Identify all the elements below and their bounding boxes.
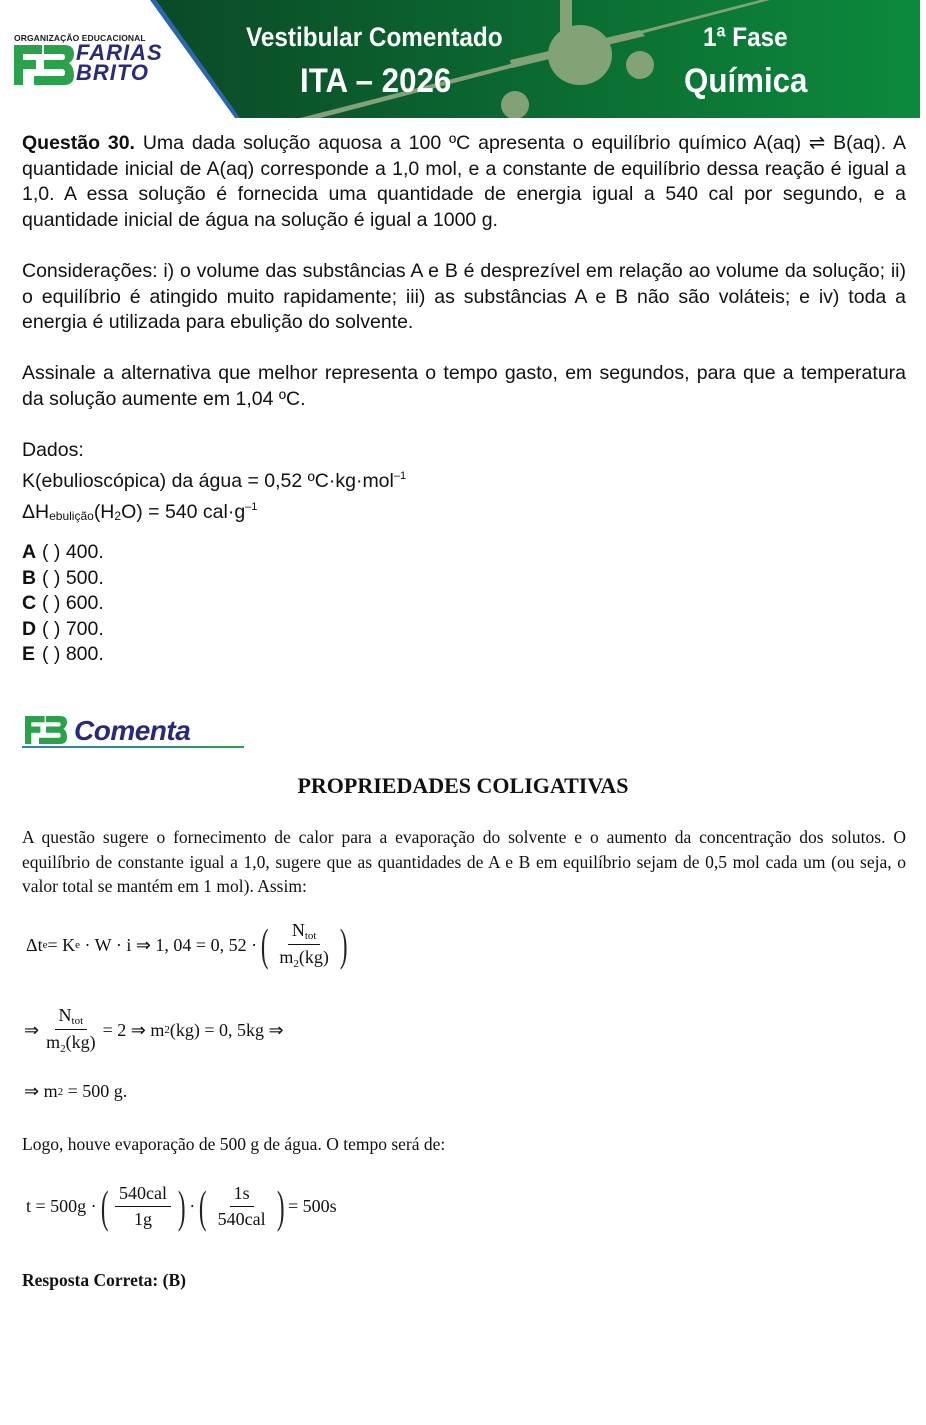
n-symbol: N — [58, 1005, 72, 1025]
fraction-ntot-m2 — [42, 1005, 100, 1055]
n-symbol: N — [291, 920, 305, 940]
n-subscript: tot — [304, 930, 317, 942]
option-b[interactable] — [22, 566, 104, 592]
data-line-k — [22, 463, 406, 494]
m-symbol: m — [46, 1032, 61, 1052]
brand-line1: FARIAS — [76, 40, 163, 65]
right-paren: ) — [177, 1180, 186, 1232]
eq1-sub-e: e — [42, 939, 48, 951]
left-paren: ( — [199, 1180, 207, 1232]
m-unit: (kg) — [298, 947, 329, 967]
correct-answer: Resposta Correta: (B) — [22, 1270, 186, 1290]
header-subject: Química — [684, 62, 808, 100]
fraction-denominator: 1g — [133, 1209, 152, 1229]
option-letter: B — [22, 566, 37, 589]
fraction-numerator: 540cal — [115, 1183, 171, 1207]
fraction-numerator: 1s — [230, 1183, 254, 1207]
eq1-delta-t: Δt — [26, 934, 43, 955]
data-dh-text2: O) = 540 cal·g — [121, 501, 246, 523]
comment-intro: A questão sugere o fornecimento de calor para a evaporação do solvente e o aumento da concentração dos solutos. O equilíbrio de constante igual a 1,0, sugere que as quantidades de A e B em equilíbrio sejam de 0,5 mol cada um (ou seja, o valor total se mantém em 1 mol). Assim: — [22, 827, 906, 896]
option-c[interactable] — [22, 591, 104, 617]
fraction-numerator — [55, 1005, 88, 1030]
header-phase: 1ª Fase — [703, 22, 788, 52]
fraction-denominator: 540cal — [217, 1209, 266, 1229]
n-subscript: tot — [71, 1015, 84, 1027]
m-subscript: 2 — [60, 1043, 66, 1055]
implies-icon: ⇒ — [24, 1019, 40, 1040]
brand-name — [76, 40, 163, 85]
eq1-rest: · W · i ⇒ 1, 04 = 0, 52 · — [80, 934, 258, 955]
section-title: PROPRIEDADES COLIGATIVAS — [297, 773, 629, 798]
option-text: ( ) 700. — [42, 617, 104, 640]
org-label: ORGANIZAÇÃO EDUCACIONAL — [14, 33, 146, 43]
answer-options — [22, 540, 104, 668]
question-label: Questão 30. — [22, 132, 135, 154]
eq3-subscript: 2 — [57, 1085, 64, 1098]
right-paren: ) — [339, 919, 348, 970]
eq2-subscript: 2 — [164, 1024, 170, 1036]
option-text: ( ) 800. — [42, 643, 104, 665]
fraction-540cal-1g — [115, 1183, 171, 1230]
data-k-exponent: –1 — [393, 470, 407, 482]
equation-1 — [26, 920, 351, 970]
fraction-denominator — [42, 1030, 100, 1055]
data-dh-subscript: ebulição — [49, 509, 94, 523]
option-letter: C — [22, 592, 37, 614]
evaporation-text: Logo, houve evaporação de 500 g de água. O tempo será de: — [22, 1134, 446, 1154]
data-k-text: K(ebulioscópica) da água = 0,52 ºC·kg·mol — [22, 470, 394, 492]
eq2-rest2: (kg) = 0, 5kg ⇒ — [169, 1019, 284, 1040]
left-paren: ( — [260, 919, 269, 970]
question-statement — [22, 131, 906, 233]
header-title: Vestibular Comentado — [246, 22, 503, 52]
option-letter: E — [22, 643, 36, 665]
data-dh-symbol: ΔH — [22, 501, 50, 523]
eq1-ke: = K — [47, 934, 76, 955]
option-e[interactable] — [22, 642, 104, 668]
fraction-denominator — [275, 945, 333, 970]
question-text: Uma dada solução aquosa a 100 ºC apresenta o equilíbrio químico A(aq) ⇌ B(aq). A quantidade inicial de A(aq) corresponde a 1,0 mol, e a constante de equilíbrio dessa reação é igual a 1,0. A essa solução é fornecida uma quantidade de energia igual a 540 cal por segundo, e a quantidade inicial de água na solução é igual a 1000 g. — [22, 132, 906, 231]
fb-logo-icon — [14, 45, 74, 85]
question-prompt: Assinale a alternativa que melhor representa o tempo gasto, em segundos, para que a temperatura da solução aumente em 1,04 ºC. — [22, 362, 906, 410]
fb-comenta-logo-icon — [22, 716, 70, 744]
option-d[interactable] — [22, 617, 104, 643]
equation-4 — [26, 1180, 337, 1232]
fraction-1s-540cal — [214, 1183, 270, 1230]
equation-3 — [24, 1081, 127, 1102]
multiply-dot: · — [189, 1196, 196, 1216]
brand-line2: BRITO — [76, 60, 150, 85]
fraction-numerator — [288, 920, 321, 945]
option-text: ( ) 400. — [42, 541, 104, 563]
option-a[interactable] — [22, 540, 104, 566]
m-symbol: m — [279, 947, 294, 967]
data-line-dh — [22, 494, 406, 529]
eq2-rest: = 2 ⇒ m — [102, 1019, 165, 1040]
option-text: ( ) 600. — [42, 592, 104, 614]
data-dh-subscript2: 2 — [114, 509, 122, 523]
left-paren: ( — [100, 1180, 109, 1232]
option-letter: A — [22, 541, 37, 563]
data-dh-text1: (H — [93, 501, 115, 523]
option-text: ( ) 500. — [42, 566, 104, 589]
data-dh-exponent: –1 — [245, 501, 258, 513]
option-letter: D — [22, 617, 37, 640]
m-subscript: 2 — [293, 958, 299, 970]
question-data — [22, 437, 406, 529]
header-exam: ITA – 2026 — [300, 62, 452, 100]
comenta-divider — [22, 746, 244, 748]
eq4-result: = 500s — [287, 1196, 337, 1216]
m-unit: (kg) — [65, 1032, 96, 1052]
fraction-ntot-m2 — [275, 920, 333, 970]
equation-2 — [24, 1005, 284, 1055]
question-considerations: Considerações: i) o volume das substâncias A e B é desprezível em relação ao volume da solução; ii) o equilíbrio é atingido muito rapidamente; iii) as substâncias A e B não são voláteis; e iv) toda a energia é utilizada para ebulição do solvente. — [22, 260, 906, 333]
eq3-right: = 500 g. — [63, 1081, 128, 1101]
comenta-brand: Comenta — [74, 715, 191, 746]
right-paren: ) — [276, 1180, 285, 1232]
eq4-left: t = 500g · — [26, 1196, 97, 1216]
data-title: Dados: — [22, 439, 84, 461]
page-header — [0, 0, 926, 118]
eq3-left: ⇒ m — [24, 1081, 58, 1101]
eq1-sub-e2: e — [75, 939, 81, 951]
